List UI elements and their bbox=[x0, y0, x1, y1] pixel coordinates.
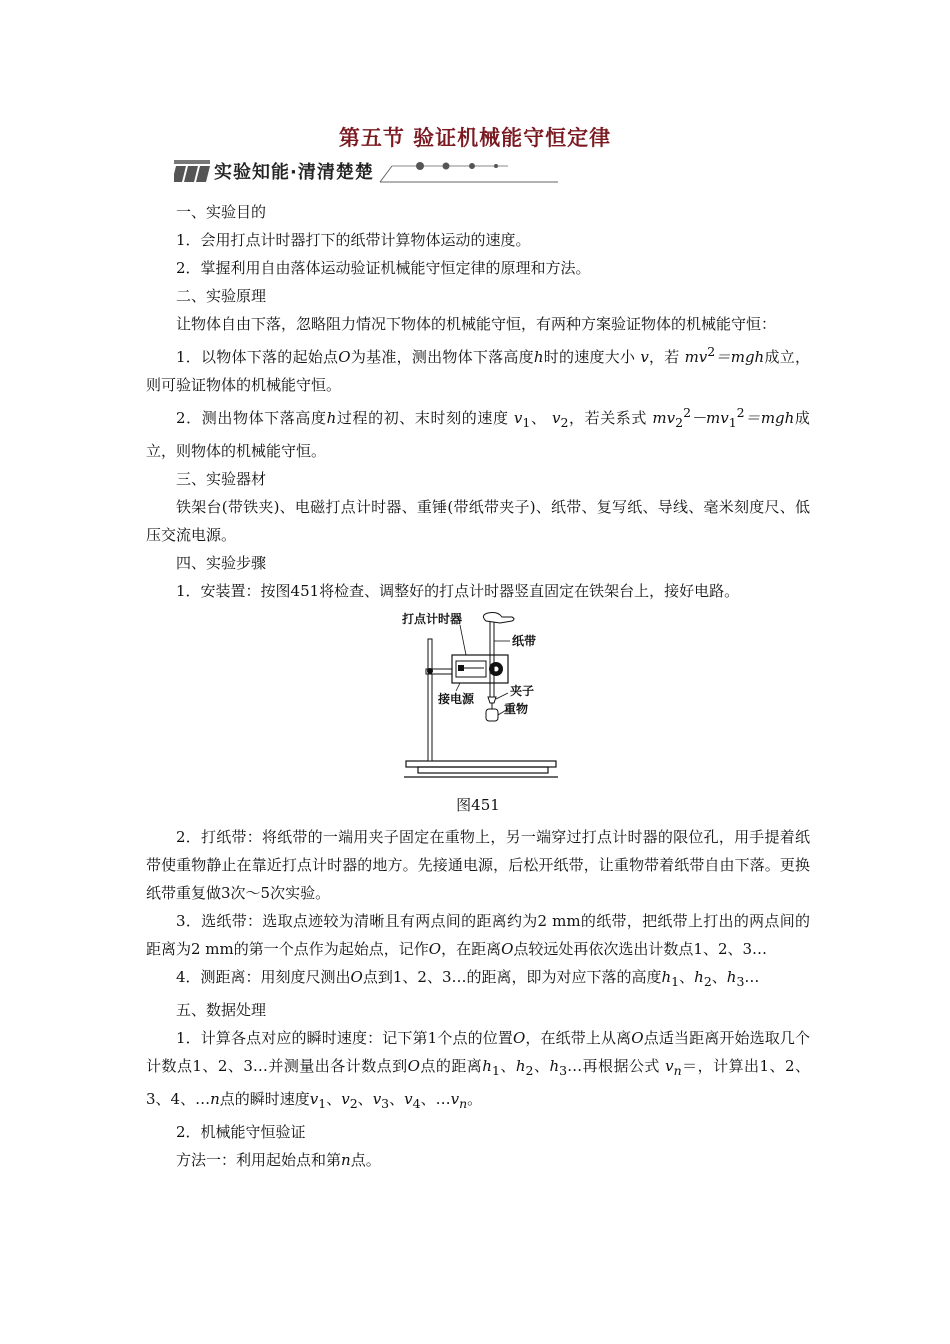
purpose-item-1: 1．会用打点计时器打下的纸带计算物体运动的速度。 bbox=[176, 231, 531, 249]
step-1: 1．安装置：按图451将检查、调整好的打点计时器竖直固定在铁架台上，接好电路。 bbox=[176, 582, 740, 600]
section-heading-data: 五、数据处理 bbox=[176, 1001, 267, 1019]
step-3: 3．选纸带：选取点迹较为清晰且有两点间的距离约为2 mm的纸带，把纸带上打出的两点间的距离为2 mm的第一个点作为起始点，记作O，在距离O点较远处再依次选出计数点1、2、3… bbox=[146, 912, 810, 958]
section-heading-equipment: 三、实验器材 bbox=[176, 470, 267, 488]
method-one: 方法一：利用起始点和第n点。 bbox=[176, 1151, 381, 1169]
section-heading-principle: 二、实验原理 bbox=[176, 287, 267, 305]
equipment-list: 铁架台(带铁夹)、电磁打点计时器、重锤(带纸带夹子)、纸带、复写纸、导线、毫米刻度尺、低压交流电源。 bbox=[146, 498, 810, 544]
purpose-item-2: 2．掌握利用自由落体运动验证机械能守恒定律的原理和方法。 bbox=[176, 259, 591, 277]
principle-intro: 让物体自由下落，忽略阻力情况下物体的机械能守恒，有两种方案验证物体的机械能守恒： bbox=[176, 315, 777, 333]
principle-item-1: 1．以物体下落的起始点O为基准，测出物体下落高度h时的速度大小 v，若 $mv^2=mgh$成立，则可验证物体的机械能守恒。 bbox=[146, 344, 810, 394]
page-title: 第五节 验证机械能守恒定律 bbox=[338, 126, 612, 150]
document-body bbox=[146, 198, 810, 1174]
step-4: 4．测距离：用刻度尺测出O点到1、2、3…的距离，即为对应下落的高度$h_1$、$h_2$、$h_3\dots$ bbox=[176, 968, 760, 989]
figure-caption: 图451 bbox=[456, 796, 500, 814]
figure-label-timer: 打点计时器 bbox=[402, 612, 463, 626]
section-heading-purpose: 一、实验目的 bbox=[176, 203, 267, 221]
principle-item-2: 2．测出物体下落高度h过程的初、末时刻的速度 $v_1$、 $v_2$，若关系式 $mv_2^2-mv_1^2=mgh$成立，则物体的机械能守恒。 bbox=[146, 405, 810, 460]
section-heading-steps: 四、实验步骤 bbox=[176, 554, 267, 572]
section-banner bbox=[174, 156, 558, 186]
banner-title: 实验知能·清清楚楚 bbox=[214, 162, 374, 183]
figure-label-tape: 纸带 bbox=[512, 634, 537, 648]
figure-label-clip: 夹子 bbox=[510, 684, 535, 698]
data-item-1: 1．计算各点对应的瞬时速度：记下第1个点的位置O，在纸带上从离O点适当距离开始选取几个计数点1、2、3…并测量出各计数点到O点的距离$h_1$、$h_2$、$h_3\dots$再根据公式 $v_n=$，计算出1、2、3、4、…n点的瞬时速度$v_1$、$v_2$、$v_3$、$v_4$、$\dots v_n$。 bbox=[146, 1029, 810, 1111]
apparatus-figure bbox=[146, 611, 810, 791]
data-item-2: 2．机械能守恒验证 bbox=[176, 1123, 306, 1141]
figure-label-weight: 重物 bbox=[504, 702, 529, 716]
figure-label-power: 接电源 bbox=[438, 692, 475, 706]
apparatus-diagram bbox=[400, 611, 560, 787]
step-2: 2．打纸带：将纸带的一端用夹子固定在重物上，另一端穿过打点计时器的限位孔，用手提着纸带使重物静止在靠近打点计时器的地方。先接通电源，后松开纸带，让重物带着纸带自由下落。更换纸带重复做3次～5次实验。 bbox=[146, 828, 810, 902]
